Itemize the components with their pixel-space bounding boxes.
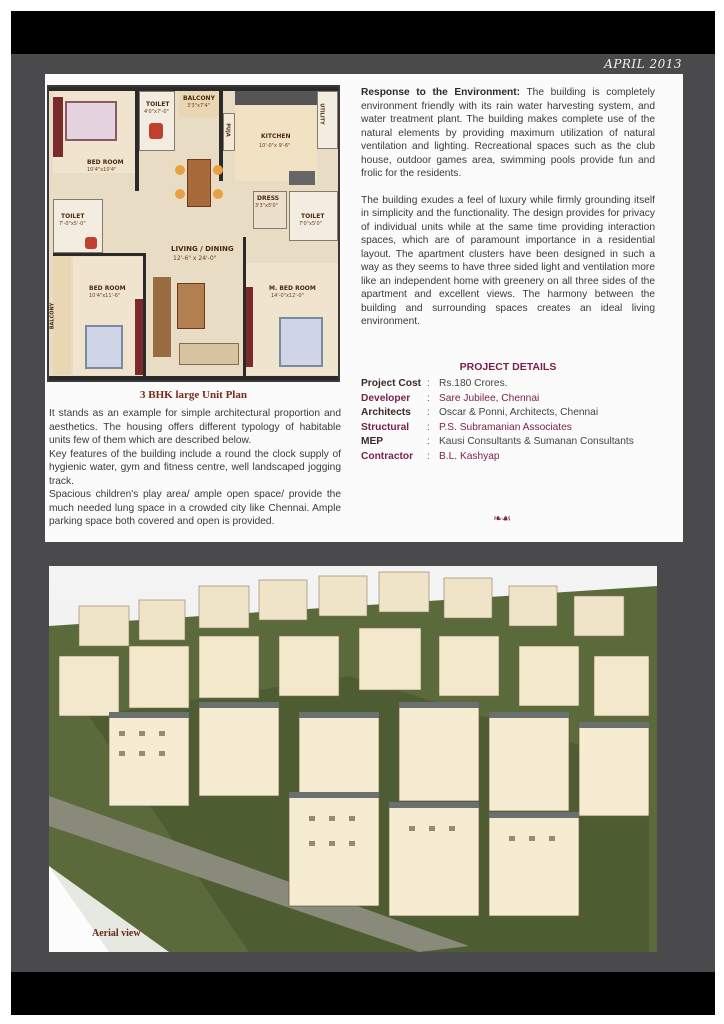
aerial-view-caption: Aerial view bbox=[92, 928, 141, 939]
right-column-text bbox=[361, 86, 655, 342]
room-label-kitchen: KITCHEN bbox=[261, 133, 291, 140]
room-label-bedroom-1: BED ROOM bbox=[87, 159, 124, 166]
room-label-toilet-1: TOILET bbox=[146, 101, 170, 108]
top-black-bar bbox=[11, 11, 715, 54]
detail-row-structural: Structural : P.S. Subramanian Associates bbox=[361, 421, 572, 433]
left-paragraph-1: It stands as an example for simple architectural proportion and aesthetics. The housing offers different typology of habitable units few of them which are described below. bbox=[49, 408, 341, 446]
right-paragraph-2: The building exudes a feel of luxury while firmly grounding itself in simplicity and the functionality. The design provides for privacy of individual units while at the same time providing interaction spaces, which are of paramount importance in a residential layout. The apartment clusters have been designed in such a way as they seems to have three sided light and ventilation more like an independent home with greenery on all three sides of the apartment and excellent views. The harmony between the building and surrounding spaces creates an ideal living environment. bbox=[361, 194, 655, 327]
room-label-dress: DRESS bbox=[257, 195, 280, 202]
room-label-bedroom-2: BED ROOM bbox=[89, 285, 126, 292]
room-label-toilet-3: TOILET bbox=[301, 213, 325, 220]
detail-row-contractor: Contractor : B.L. Kashyap bbox=[361, 450, 500, 462]
floor-plan-image: BED ROOM 10'4"x10'4" TOILET 4'0"x7'-0" BALCONY 3'3"x7'4" KITCHEN 10'-0"x 9'-6" PUJA UTILITY DRESS 3'3"x5'0" TOILET 7'0"x5'0" TOILET 7'-0"x5'-0" LIVING / DINING 12'-6" x 24'-0" BALCONY BED ROOM 10'4"x11'-6" M. BED ROOM 14'-0"x12'-0" bbox=[47, 85, 340, 382]
bottom-black-bar bbox=[11, 972, 715, 1015]
detail-row-architects: Architects : Oscar & Ponni, Architects, Chennai bbox=[361, 407, 599, 419]
floor-plan-caption: 3 BHK large Unit Plan bbox=[140, 389, 247, 401]
room-label-living-dining: LIVING / DINING bbox=[171, 245, 234, 253]
project-details-table bbox=[361, 377, 671, 465]
left-paragraph-3: Spacious children's play area/ ample open space/ provide the much needed lung space in a crowded city like Chennai. Ample parking space both covered and open is provided. bbox=[49, 489, 341, 527]
left-column-text bbox=[49, 407, 341, 529]
detail-row-developer: Developer : Sare Jubilee, Chennai bbox=[361, 392, 540, 404]
room-label-toilet-2: TOILET bbox=[61, 213, 85, 220]
right-paragraph-1: Response to the Environment: The building is completely environment friendly with its rain water harvesting system, and water treatment plant. The building makes complete use of the natural elements by providing maximum utilization of natural ventilation and lighting. Recreational spaces such as the club house, outdoor games area, swimming pools provide fun and frolic for the residents. bbox=[361, 87, 655, 179]
room-label-puja: PUJA bbox=[224, 123, 231, 137]
project-details-title: PROJECT DETAILS bbox=[459, 361, 557, 373]
room-label-balcony-1: BALCONY bbox=[183, 95, 215, 102]
detail-row-project-cost: Project Cost : Rs.180 Crores. bbox=[361, 378, 508, 389]
detail-row-mep: MEP : Kausi Consultants & Sumanan Consultants bbox=[361, 436, 634, 448]
aerial-render bbox=[49, 566, 657, 952]
aerial-view-image bbox=[49, 566, 657, 952]
environment-heading: Response to the Environment: bbox=[361, 87, 521, 98]
room-label-master-bedroom: M. BED ROOM bbox=[269, 285, 316, 292]
left-paragraph-2: Key features of the building include a round the clock supply of hygienic water, gym and fitness centre, well landscaped jogging track. bbox=[49, 448, 341, 487]
room-label-utility: UTILITY bbox=[318, 103, 325, 125]
issue-date: APRIL 2013 bbox=[604, 57, 682, 71]
ornament-icon: ❧☙ bbox=[493, 512, 511, 525]
room-label-balcony-2: BALCONY bbox=[49, 302, 56, 330]
